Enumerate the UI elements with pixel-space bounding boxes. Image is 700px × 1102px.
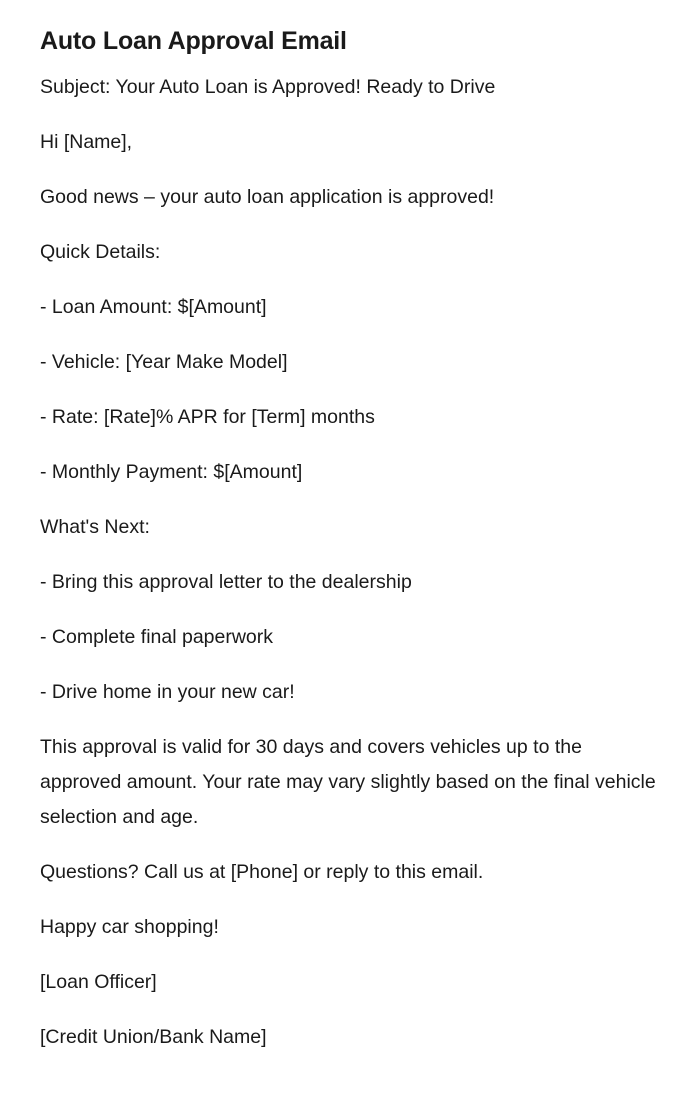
questions-paragraph: Questions? Call us at [Phone] or reply to this email. [40,861,484,883]
validity-paragraph: This approval is valid for 30 days and covers vehicles up to the approved amount. Your rate may vary slightly based on the final vehicle selection and age. [40,736,656,828]
email-greeting: Hi [Name], [40,131,133,153]
document-title: Auto Loan Approval Email [40,27,347,55]
signature-name: [Loan Officer] [40,971,157,993]
next-heading: What's Next: [40,516,150,538]
detail-vehicle: - Vehicle: [Year Make Model] [40,351,288,373]
email-subject: Subject: Your Auto Loan is Approved! Ready to Drive [40,76,496,98]
next-step-drive-home: - Drive home in your new car! [40,681,295,703]
next-step-bring-letter: - Bring this approval letter to the dealership [40,571,412,593]
email-intro: Good news – your auto loan application is approved! [40,186,495,208]
details-heading: Quick Details: [40,241,161,263]
detail-monthly-payment: - Monthly Payment: $[Amount] [40,461,303,483]
next-step-paperwork: - Complete final paperwork [40,626,274,648]
detail-rate: - Rate: [Rate]% APR for [Term] months [40,406,375,428]
closing-line: Happy car shopping! [40,916,219,938]
detail-loan-amount: - Loan Amount: $[Amount] [40,296,267,318]
signature-organization: [Credit Union/Bank Name] [40,1026,267,1048]
